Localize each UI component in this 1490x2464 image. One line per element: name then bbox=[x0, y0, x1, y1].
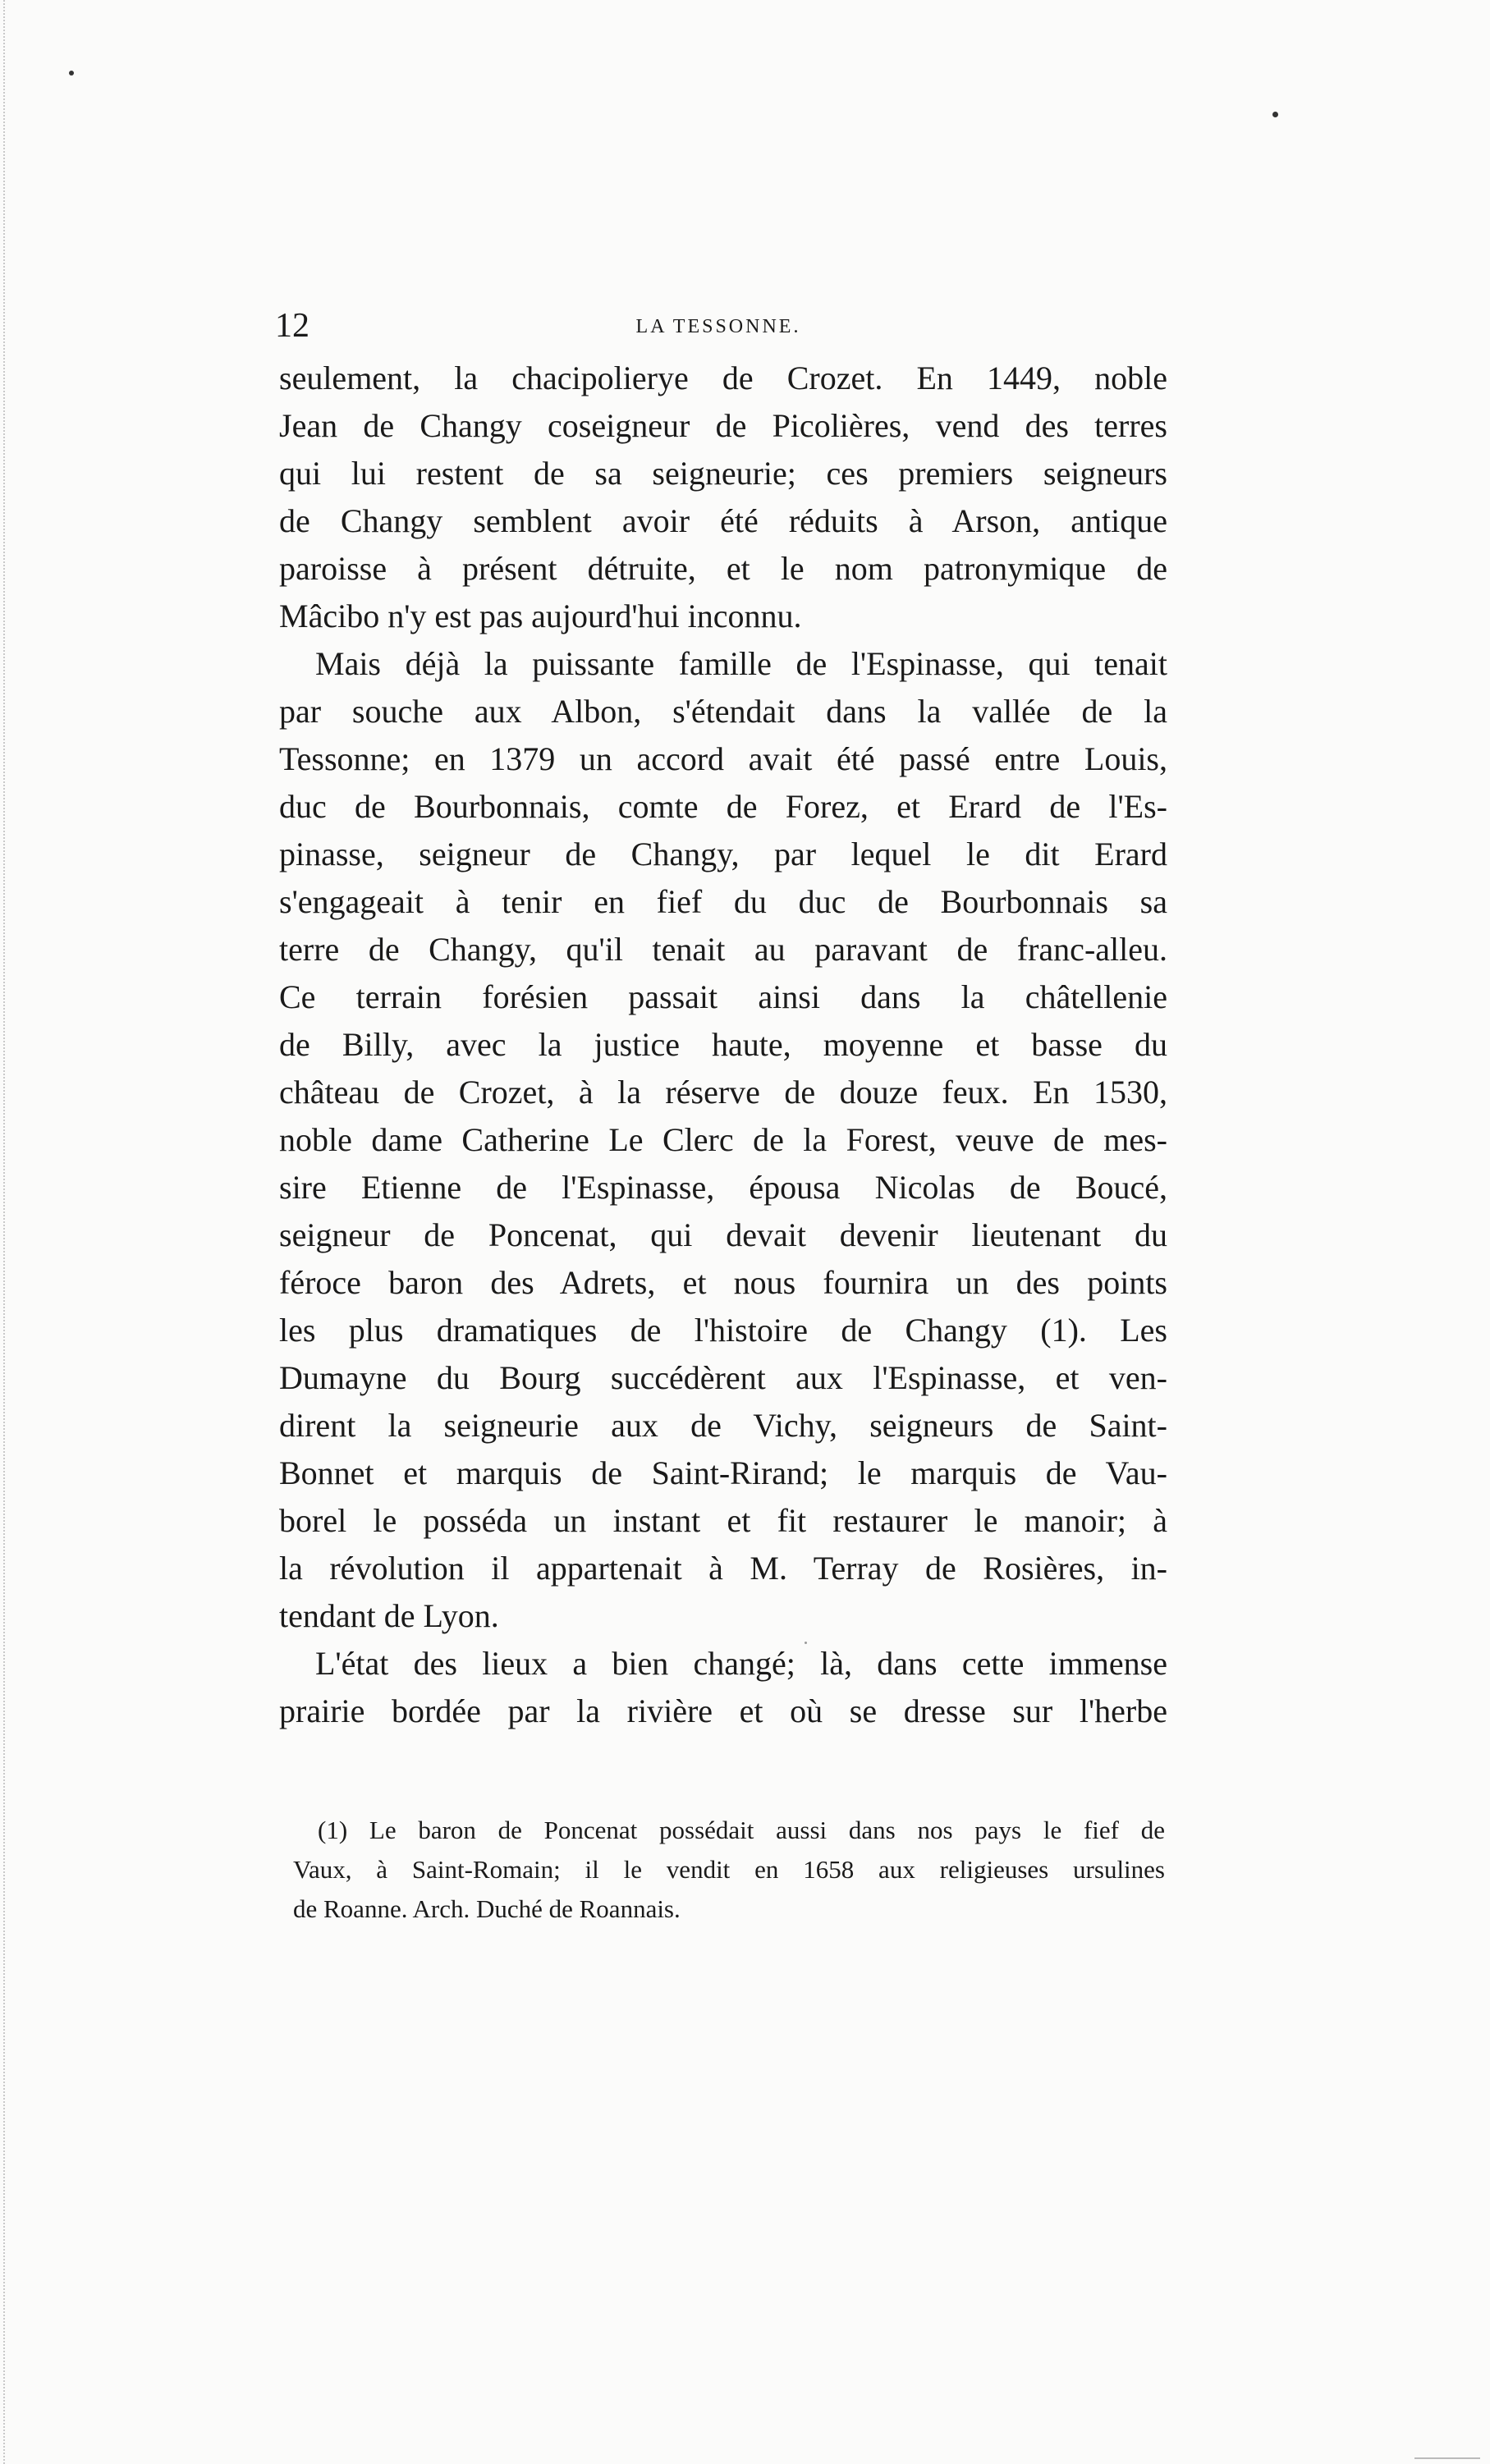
text-line: borel le posséda un instant et fit restaurer le manoir; à bbox=[279, 1502, 1167, 1539]
text-line: Jean de Changy coseigneur de Picolières, vend des terres bbox=[279, 407, 1167, 444]
footnote bbox=[293, 1811, 1165, 1929]
text-line: Ce terrain forésien passait ainsi dans la châtellenie bbox=[279, 978, 1167, 1015]
text-line: Mais déjà la puissante famille de l'Espinasse, qui tenait bbox=[315, 645, 1167, 682]
running-title: LA TESSONNE. bbox=[635, 316, 801, 337]
text-line: sire Etienne de l'Espinasse, épousa Nicolas de Boucé, bbox=[279, 1169, 1167, 1206]
text-line: prairie bordée par la rivière et où se dresse sur l'herbe bbox=[279, 1692, 1167, 1729]
scan-edge-mark bbox=[1414, 2457, 1480, 2459]
text-line: de Changy semblent avoir été réduits à Arson, antique bbox=[279, 502, 1167, 539]
running-header bbox=[275, 305, 1162, 346]
text-line: la révolution il appartenait à M. Terray de Rosières, in- bbox=[279, 1550, 1167, 1587]
text-line: pinasse, seigneur de Changy, par lequel le dit Erard bbox=[279, 836, 1167, 872]
text-line: tendant de Lyon. bbox=[279, 1597, 499, 1634]
text-line: seigneur de Poncenat, qui devait devenir lieutenant du bbox=[279, 1216, 1167, 1253]
text-line: qui lui restent de sa seigneurie; ces premiers seigneurs bbox=[279, 455, 1167, 492]
footnote-line: (1) Le baron de Poncenat possédait aussi dans nos pays le fief de bbox=[318, 1816, 1165, 1844]
footnote-line: de Roanne. Arch. Duché de Roannais. bbox=[293, 1894, 681, 1923]
text-line: s'engageait à tenir en fief du duc de Bourbonnais sa bbox=[279, 883, 1167, 920]
body-text bbox=[279, 355, 1167, 1735]
scan-edge-noise bbox=[3, 0, 38, 2464]
ink-speck bbox=[69, 71, 74, 76]
text-line: noble dame Catherine Le Clerc de la Forest, veuve de mes- bbox=[279, 1121, 1167, 1158]
text-line: château de Crozet, à la réserve de douze feux. En 1530, bbox=[279, 1074, 1167, 1111]
text-line: par souche aux Albon, s'étendait dans la vallée de la bbox=[279, 693, 1167, 730]
text-line: seulement, la chacipolierye de Crozet. En 1449, noble bbox=[279, 360, 1167, 396]
text-line: Mâcibo n'y est pas aujourd'hui inconnu. bbox=[279, 598, 802, 634]
text-line: féroce baron des Adrets, et nous fournira un des points bbox=[279, 1264, 1167, 1301]
page-number: 12 bbox=[275, 307, 309, 345]
text-line: les plus dramatiques de l'histoire de Changy (1). Les bbox=[279, 1312, 1167, 1349]
text-line: paroisse à présent détruite, et le nom patronymique de bbox=[279, 550, 1167, 587]
text-line: terre de Changy, qu'il tenait au paravant de franc-alleu. bbox=[279, 931, 1167, 968]
text-line: Bonnet et marquis de Saint-Rirand; le marquis de Vau- bbox=[279, 1454, 1167, 1491]
footnote-line: Vaux, à Saint-Romain; il le vendit en 1658 aux religieuses ursulines bbox=[293, 1855, 1165, 1884]
ink-speck bbox=[1272, 112, 1278, 117]
text-line: Tessonne; en 1379 un accord avait été passé entre Louis, bbox=[279, 740, 1167, 777]
text-line: Dumayne du Bourg succédèrent aux l'Espinasse, et ven- bbox=[279, 1359, 1167, 1396]
ink-speck bbox=[805, 1642, 807, 1644]
text-line: L'état des lieux a bien changé; là, dans cette immense bbox=[315, 1645, 1167, 1682]
text-line: de Billy, avec la justice haute, moyenne et basse du bbox=[279, 1026, 1167, 1063]
text-line: duc de Bourbonnais, comte de Forez, et Erard de l'Es- bbox=[279, 788, 1167, 825]
text-line: dirent la seigneurie aux de Vichy, seigneurs de Saint- bbox=[279, 1407, 1167, 1444]
